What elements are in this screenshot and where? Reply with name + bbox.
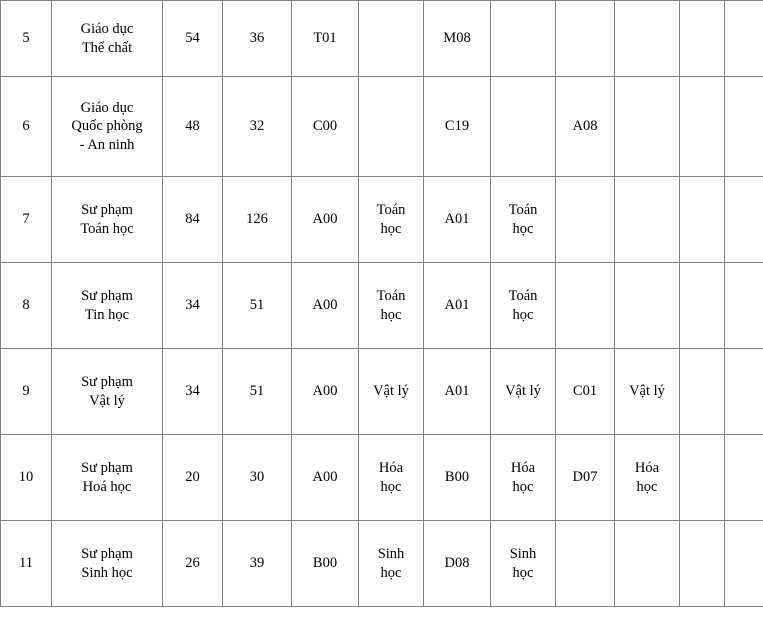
cell-line: Vật lý xyxy=(89,392,125,409)
cell-line: học xyxy=(512,220,534,237)
cell-line: Giáo dục xyxy=(80,99,134,116)
cell-line: A00 xyxy=(312,469,338,486)
cell-line: A00 xyxy=(312,383,338,400)
cell-line: Sinh xyxy=(377,545,405,562)
table-cell xyxy=(292,1,359,77)
cell-line: B00 xyxy=(444,469,470,486)
cell-line: Hóa xyxy=(510,459,536,476)
cell-content xyxy=(166,117,219,136)
table-cell xyxy=(680,263,725,349)
cell-line: Hóa xyxy=(378,459,404,476)
cell-line: 48 xyxy=(185,118,200,135)
cell-line: 9 xyxy=(22,383,30,400)
cell-content xyxy=(226,554,288,573)
cell-content xyxy=(226,382,288,401)
cell-line: học xyxy=(512,306,534,323)
cell-line: 34 xyxy=(185,297,200,314)
table-cell xyxy=(725,1,763,77)
cell-content xyxy=(494,545,552,582)
cell-content xyxy=(618,459,676,496)
cell-content xyxy=(295,554,355,573)
table-cell xyxy=(359,1,424,77)
cell-line: Vật lý xyxy=(629,383,665,400)
table-cell xyxy=(52,435,163,521)
cell-content xyxy=(4,382,48,401)
table-cell xyxy=(680,177,725,263)
table-cell xyxy=(52,77,163,177)
table-cell xyxy=(680,521,725,607)
cell-line: học xyxy=(512,478,534,495)
cell-content xyxy=(494,287,552,324)
cell-content xyxy=(226,210,288,229)
cell-line: Toán xyxy=(508,287,538,304)
table-cell xyxy=(359,77,424,177)
table-cell xyxy=(491,77,556,177)
table-cell xyxy=(359,263,424,349)
table-cell xyxy=(680,1,725,77)
cell-line: A01 xyxy=(444,383,470,400)
table-cell xyxy=(424,77,491,177)
table-cell xyxy=(52,521,163,607)
table-row xyxy=(1,521,763,607)
table-cell xyxy=(359,177,424,263)
cell-content xyxy=(618,382,676,401)
cell-line: 34 xyxy=(185,383,200,400)
table-row xyxy=(1,177,763,263)
cell-content xyxy=(494,201,552,238)
cell-content xyxy=(559,468,611,487)
table-cell xyxy=(725,177,763,263)
cell-content xyxy=(362,201,420,238)
cell-content xyxy=(4,210,48,229)
cell-line: 7 xyxy=(22,211,30,228)
table-cell xyxy=(223,263,292,349)
cell-content xyxy=(226,117,288,136)
table-cell xyxy=(163,177,223,263)
cell-line: 51 xyxy=(249,297,265,314)
cell-line: Hoá học xyxy=(82,478,132,495)
table-cell xyxy=(223,521,292,607)
table-cell xyxy=(615,435,680,521)
table-row xyxy=(1,349,763,435)
table-cell xyxy=(491,177,556,263)
cell-content xyxy=(494,382,552,401)
cell-content xyxy=(55,20,159,57)
cell-line: Sinh học xyxy=(81,564,133,581)
table-cell xyxy=(223,177,292,263)
table-cell xyxy=(359,435,424,521)
cell-line: học xyxy=(380,564,402,581)
cell-line: C00 xyxy=(312,118,338,135)
table-cell xyxy=(491,263,556,349)
cell-content xyxy=(55,373,159,410)
table-cell xyxy=(424,1,491,77)
table-cell xyxy=(424,349,491,435)
cell-content xyxy=(55,99,159,155)
table-cell xyxy=(556,435,615,521)
cell-content xyxy=(427,296,487,315)
cell-content xyxy=(4,554,48,573)
cell-line: 36 xyxy=(249,30,265,47)
table-cell xyxy=(292,263,359,349)
cell-content xyxy=(55,545,159,582)
table-cell xyxy=(52,263,163,349)
table-cell xyxy=(223,1,292,77)
cell-content xyxy=(427,29,487,48)
table-cell xyxy=(725,521,763,607)
cell-content xyxy=(362,545,420,582)
table-cell xyxy=(1,77,52,177)
cell-line: Sinh xyxy=(509,545,537,562)
cell-content xyxy=(166,210,219,229)
cell-content xyxy=(427,117,487,136)
cell-content xyxy=(559,117,611,136)
cell-line: 54 xyxy=(185,30,200,47)
cell-line: A01 xyxy=(444,211,470,228)
table-cell xyxy=(223,77,292,177)
table-cell xyxy=(615,177,680,263)
table-cell xyxy=(163,521,223,607)
cell-line: 51 xyxy=(249,383,265,400)
table-cell xyxy=(292,349,359,435)
table-cell xyxy=(163,263,223,349)
cell-line: Toán xyxy=(508,201,538,218)
cell-line: Giáo dục xyxy=(80,20,134,37)
cell-line: 84 xyxy=(185,211,200,228)
table-cell xyxy=(1,1,52,77)
table-row xyxy=(1,1,763,77)
table-row xyxy=(1,77,763,177)
table-cell xyxy=(1,521,52,607)
cell-content xyxy=(295,468,355,487)
cell-content xyxy=(295,382,355,401)
table-cell xyxy=(725,349,763,435)
cell-content xyxy=(226,468,288,487)
cell-line: D08 xyxy=(444,555,470,572)
table-cell xyxy=(52,1,163,77)
cell-line: Toán học xyxy=(80,220,134,237)
cell-line: Sư phạm xyxy=(81,373,133,390)
cell-content xyxy=(166,296,219,315)
cell-line: Sư phạm xyxy=(81,459,133,476)
cell-line: 5 xyxy=(22,30,30,47)
table-cell xyxy=(725,435,763,521)
cell-content xyxy=(427,468,487,487)
cell-content xyxy=(362,459,420,496)
table-cell xyxy=(1,263,52,349)
table-cell xyxy=(680,349,725,435)
cell-line: 20 xyxy=(185,469,200,486)
table-cell xyxy=(52,177,163,263)
cell-content xyxy=(362,287,420,324)
table-cell xyxy=(556,521,615,607)
table-row xyxy=(1,263,763,349)
cell-line: C19 xyxy=(444,118,470,135)
cell-line: Toán xyxy=(376,201,406,218)
cell-content xyxy=(494,459,552,496)
cell-content xyxy=(55,459,159,496)
table-cell xyxy=(615,77,680,177)
cell-content xyxy=(295,210,355,229)
table-cell xyxy=(223,435,292,521)
cell-line: T01 xyxy=(313,30,337,47)
cell-line: 126 xyxy=(246,211,268,228)
table-cell xyxy=(1,349,52,435)
cell-content xyxy=(4,117,48,136)
cell-line: Vật lý xyxy=(373,383,409,400)
table-body xyxy=(1,1,763,607)
cell-line: A01 xyxy=(444,297,470,314)
cell-content xyxy=(166,554,219,573)
table-cell xyxy=(292,435,359,521)
table-cell xyxy=(615,1,680,77)
cell-content xyxy=(362,382,420,401)
cell-line: A08 xyxy=(572,118,598,135)
table-cell xyxy=(163,349,223,435)
cell-line: 10 xyxy=(18,469,34,486)
cell-line: Hóa xyxy=(634,459,660,476)
table-cell xyxy=(491,349,556,435)
cell-line: Quốc phòng xyxy=(71,118,143,135)
cell-content xyxy=(559,382,611,401)
table-cell xyxy=(491,1,556,77)
table-cell xyxy=(556,177,615,263)
cell-content xyxy=(55,201,159,238)
table-cell xyxy=(424,435,491,521)
cell-line: học xyxy=(380,478,402,495)
table-cell xyxy=(424,521,491,607)
table-cell xyxy=(292,521,359,607)
cell-content xyxy=(55,287,159,324)
cell-line: 8 xyxy=(22,297,30,314)
cell-line: 6 xyxy=(22,118,30,135)
table-cell xyxy=(615,521,680,607)
cell-content xyxy=(4,296,48,315)
table-cell xyxy=(491,435,556,521)
cell-line: học xyxy=(380,306,402,323)
cell-content xyxy=(295,117,355,136)
cell-line: Vật lý xyxy=(505,383,541,400)
cell-content xyxy=(4,29,48,48)
table-cell xyxy=(556,1,615,77)
table-cell xyxy=(292,177,359,263)
cell-line: Sư phạm xyxy=(81,545,133,562)
cell-content xyxy=(166,468,219,487)
cell-content xyxy=(295,296,355,315)
table-cell xyxy=(491,521,556,607)
table-cell xyxy=(1,177,52,263)
table-cell xyxy=(359,521,424,607)
table-cell xyxy=(725,263,763,349)
table-cell xyxy=(615,263,680,349)
table-cell xyxy=(680,77,725,177)
cell-content xyxy=(427,210,487,229)
cell-line: học xyxy=(512,564,534,581)
cell-line: Sư phạm xyxy=(81,287,133,304)
cell-line: - An ninh xyxy=(79,136,135,153)
table-cell xyxy=(615,349,680,435)
table-cell xyxy=(163,435,223,521)
cell-line: 26 xyxy=(185,555,200,572)
cell-line: Tin học xyxy=(84,306,130,323)
table-cell xyxy=(556,349,615,435)
cell-content xyxy=(166,29,219,48)
table-cell xyxy=(223,349,292,435)
table-cell xyxy=(163,1,223,77)
table-row xyxy=(1,435,763,521)
cell-line: M08 xyxy=(443,30,471,47)
table-cell xyxy=(52,349,163,435)
cell-line: C01 xyxy=(572,383,598,400)
table-cell xyxy=(680,435,725,521)
table-cell xyxy=(556,77,615,177)
cell-line: 32 xyxy=(249,118,265,135)
cell-line: 39 xyxy=(249,555,265,572)
table-cell xyxy=(725,77,763,177)
cell-content xyxy=(295,29,355,48)
cell-content xyxy=(4,468,48,487)
table-cell xyxy=(424,263,491,349)
table-cell xyxy=(163,77,223,177)
cell-content xyxy=(226,29,288,48)
table-cell xyxy=(292,77,359,177)
cell-content xyxy=(427,382,487,401)
cell-line: 11 xyxy=(19,555,33,572)
cell-line: Toán xyxy=(376,287,406,304)
cell-line: D07 xyxy=(572,469,598,486)
cell-line: Sư phạm xyxy=(81,201,133,218)
cell-line: học xyxy=(636,478,658,495)
cell-line: học xyxy=(380,220,402,237)
table-cell xyxy=(556,263,615,349)
table-cell xyxy=(359,349,424,435)
cell-line: B00 xyxy=(312,555,338,572)
cell-content xyxy=(166,382,219,401)
cell-line: A00 xyxy=(312,297,338,314)
cell-line: A00 xyxy=(312,211,338,228)
table-cell xyxy=(424,177,491,263)
cell-content xyxy=(226,296,288,315)
cell-content xyxy=(427,554,487,573)
table-cell xyxy=(1,435,52,521)
cell-line: Thể chất xyxy=(81,39,133,56)
cell-line: 30 xyxy=(249,469,265,486)
